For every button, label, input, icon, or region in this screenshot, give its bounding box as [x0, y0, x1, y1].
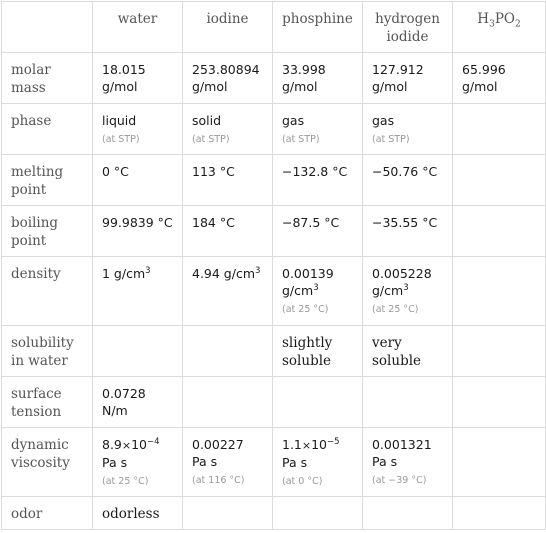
formula-sub-2: 2 [514, 19, 521, 30]
base: 10 [131, 437, 148, 452]
col-header-iodine: iodine [183, 2, 273, 53]
cell-h3po2 [453, 155, 546, 206]
row-label: melting point [2, 155, 93, 206]
col-header-water: water [93, 2, 183, 53]
value: 0.005228 g/cm [372, 266, 432, 298]
value: liquid [102, 113, 137, 128]
row-odor [2, 497, 546, 530]
col-header-hydrogen-iodide: hydrogen iodide [363, 2, 453, 53]
condition-note: (at 116 °C) [192, 475, 245, 486]
cell-phosphine [273, 377, 363, 428]
formula-sub-3: 3 [489, 19, 495, 30]
cell-iodine [183, 104, 273, 155]
cell-h3po2 [453, 326, 546, 377]
condition-note: (at −39 °C) [372, 475, 427, 486]
cell-phosphine: −87.5 °C [273, 206, 363, 257]
row-solubility [2, 326, 546, 377]
cell-hydrogen-iodide [363, 257, 453, 326]
cell-h3po2 [453, 257, 546, 326]
unit: Pa s [372, 454, 398, 469]
cell-hydrogen-iodide: −50.76 °C [363, 155, 453, 206]
cell-iodine [183, 497, 273, 530]
cell-hydrogen-iodide: very soluble [363, 326, 453, 377]
row-label: solubility in water [2, 326, 93, 377]
row-melting-point [2, 155, 546, 206]
unit: Pa s [192, 454, 218, 469]
exponent: 3 [145, 265, 151, 276]
cell-phosphine [273, 497, 363, 530]
condition-note: (at 25 °C) [282, 304, 329, 315]
cell-water: 0 °C [93, 155, 183, 206]
cell-h3po2: 65.996 g/mol [453, 53, 546, 104]
value: 0.001321 [372, 437, 432, 452]
exponent: 3 [313, 282, 319, 293]
cell-hydrogen-iodide [363, 428, 453, 497]
cell-hydrogen-iodide [363, 104, 453, 155]
cell-iodine: 113 °C [183, 155, 273, 206]
value: 0.00139 g/cm [282, 266, 334, 298]
header-row [2, 2, 546, 53]
times-sign: × [121, 439, 132, 452]
row-density [2, 257, 546, 326]
row-molar-mass [2, 53, 546, 104]
row-label: phase [2, 104, 93, 155]
mantissa: 1.1 [282, 437, 302, 452]
cell-phosphine: −132.8 °C [273, 155, 363, 206]
cell-iodine: 184 °C [183, 206, 273, 257]
row-label: surface tension [2, 377, 93, 428]
cell-water [93, 326, 183, 377]
cell-water [93, 104, 183, 155]
cell-water: 0.0728 N/m [93, 377, 183, 428]
row-label: boiling point [2, 206, 93, 257]
cell-hydrogen-iodide [363, 497, 453, 530]
col-header-h3po2 [453, 2, 546, 53]
value: gas [372, 113, 395, 128]
value: solid [192, 113, 222, 128]
condition-note: (at STP) [282, 134, 320, 145]
cell-h3po2 [453, 104, 546, 155]
cell-iodine [183, 257, 273, 326]
cell-phosphine [273, 257, 363, 326]
row-label: density [2, 257, 93, 326]
condition-note: (at 25 °C) [372, 304, 419, 315]
cell-iodine: 253.80894 g/mol [183, 53, 273, 104]
row-dynamic-viscosity [2, 428, 546, 497]
row-label: molar mass [2, 53, 93, 104]
cell-water: 18.015 g/mol [93, 53, 183, 104]
cell-hydrogen-iodide [363, 377, 453, 428]
condition-note: (at STP) [192, 134, 230, 145]
value: gas [282, 113, 305, 128]
cell-h3po2 [453, 497, 546, 530]
cell-h3po2 [453, 206, 546, 257]
col-header-phosphine: phosphine [273, 2, 363, 53]
cell-hydrogen-iodide: −35.55 °C [363, 206, 453, 257]
cell-water: odorless [93, 497, 183, 530]
value: 1 g/cm [102, 266, 146, 281]
exponent: −4 [147, 436, 160, 447]
properties-table [1, 1, 546, 530]
base: 10 [311, 437, 328, 452]
row-boiling-point [2, 206, 546, 257]
cell-iodine [183, 377, 273, 428]
cell-water [93, 257, 183, 326]
cell-water: 99.9839 °C [93, 206, 183, 257]
cell-hydrogen-iodide: 127.912 g/mol [363, 53, 453, 104]
cell-water [93, 428, 183, 497]
unit: Pa s [282, 455, 308, 470]
cell-phosphine: slightly soluble [273, 326, 363, 377]
cell-h3po2 [453, 428, 546, 497]
cell-phosphine: 33.998 g/mol [273, 53, 363, 104]
value: 0.00227 [192, 437, 244, 452]
row-label: dynamic viscosity [2, 428, 93, 497]
cell-phosphine [273, 428, 363, 497]
unit: Pa s [102, 455, 128, 470]
exponent: 3 [403, 282, 409, 293]
cell-h3po2 [453, 377, 546, 428]
cell-phosphine [273, 104, 363, 155]
row-phase [2, 104, 546, 155]
value: 4.94 g/cm [192, 266, 256, 281]
condition-note: (at STP) [372, 134, 410, 145]
exponent: 3 [255, 265, 261, 276]
condition-note: (at 25 °C) [102, 476, 149, 487]
condition-note: (at 0 °C) [282, 476, 323, 487]
mantissa: 8.9 [102, 437, 122, 452]
cell-iodine [183, 326, 273, 377]
times-sign: × [301, 439, 312, 452]
row-surface-tension [2, 377, 546, 428]
cell-iodine [183, 428, 273, 497]
exponent: −5 [327, 436, 340, 447]
corner-cell [2, 2, 93, 53]
formula-h: H [477, 11, 490, 27]
formula-po: PO [494, 11, 515, 27]
row-label: odor [2, 497, 93, 530]
condition-note: (at STP) [102, 134, 140, 145]
